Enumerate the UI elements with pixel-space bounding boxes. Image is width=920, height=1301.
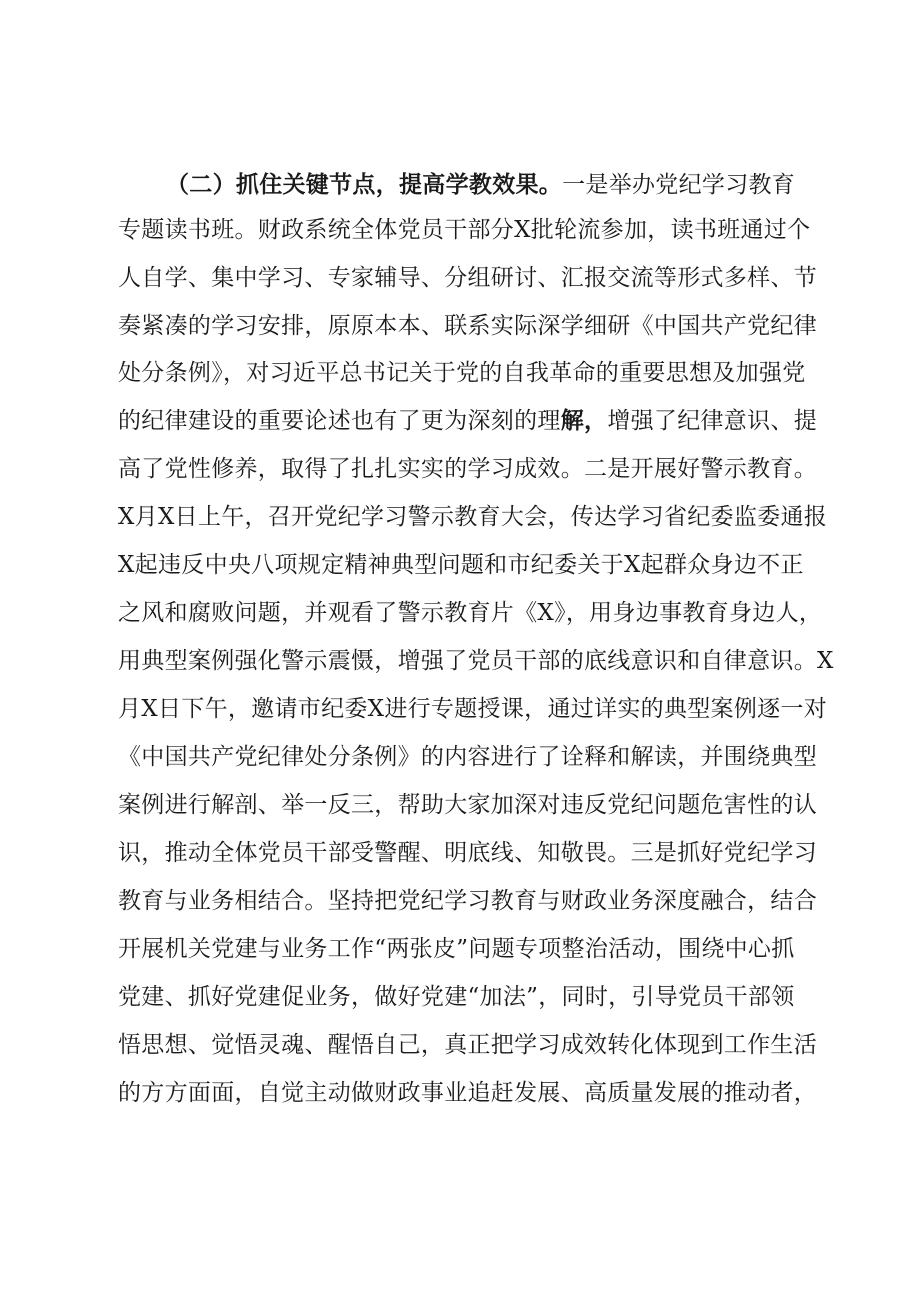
paragraph-line: 人自学、集中学习、专家辅导、分组研讨、汇报交流等形式多样、节 [118, 265, 817, 291]
paragraph-line: X起违反中央八项规定精神典型问题和市纪委关于X起群众身边不正 [118, 552, 804, 578]
paragraph-line: 用典型案例强化警示震慑，增强了党员干部的底线意识和自律意识。X [118, 648, 834, 674]
line-text: 的纪律建设的重要论述也有了更为深刻的理 [118, 408, 561, 434]
paragraph-line: 悟思想、觉悟灵魂、醒悟自己，真正把学习成效转化体现到工作生活 [118, 1032, 817, 1058]
paragraph-line: 月X日下午，邀请市纪委X进行专题授课，通过详实的典型案例逐一对 [118, 696, 828, 722]
paragraph-line: 的方方面面，自觉主动做财政事业追赶发展、高质量发展的推动者， [118, 1080, 817, 1106]
bold-text: 解， [560, 407, 608, 434]
paragraph-line: 奏紧凑的学习安排，原原本本、联系实际深学细研《中国共产党纪律 [118, 313, 817, 339]
paragraph-line: 党建、抓好党建促业务，做好党建“加法”，同时，引导党员干部领 [118, 984, 795, 1010]
paragraph-line: 教育与业务相结合。坚持把党纪学习教育与财政业务深度融合，结合 [118, 888, 817, 914]
paragraph-line [118, 401, 817, 441]
paragraph-line: 专题读书班。财政系统全体党员干部分X批轮流参加，读书班通过个 [118, 217, 811, 243]
paragraph-line: X月X日上午，召开党纪学习警示教育大会，传达学习省纪委监委通报 [118, 504, 828, 530]
paragraph-line: 开展机关党建与业务工作“两张皮”问题专项整治活动，围绕中心抓 [118, 936, 795, 962]
paragraph-line [166, 165, 795, 205]
paragraph-line: 案例进行解剖、举一反三，帮助大家加深对违反党纪问题危害性的认 [118, 792, 817, 818]
paragraph-line: 处分条例》，对习近平总书记关于党的自我革命的重要思想及加强党 [118, 360, 806, 386]
line-text: 增强了纪律意识、提 [607, 408, 818, 434]
paragraph-line: 《中国共产党纪律处分条例》的内容进行了诠释和解读，并围绕典型 [118, 744, 817, 770]
line-text: 一是举办党纪学习教育 [562, 172, 796, 198]
section-heading: （二）抓住关键节点，提高学教效果。 [166, 171, 563, 198]
paragraph-line: 之风和腐败问题，并观看了警示教育片《X》，用身边事教育身边人， [118, 600, 823, 626]
paragraph-line: 识，推动全体党员干部受警醒、明底线、知敬畏。三是抓好党纪学习 [118, 840, 817, 866]
paragraph-line: 高了党性修养，取得了扎扎实实的学习成效。二是开展好警示教育。 [118, 456, 817, 482]
